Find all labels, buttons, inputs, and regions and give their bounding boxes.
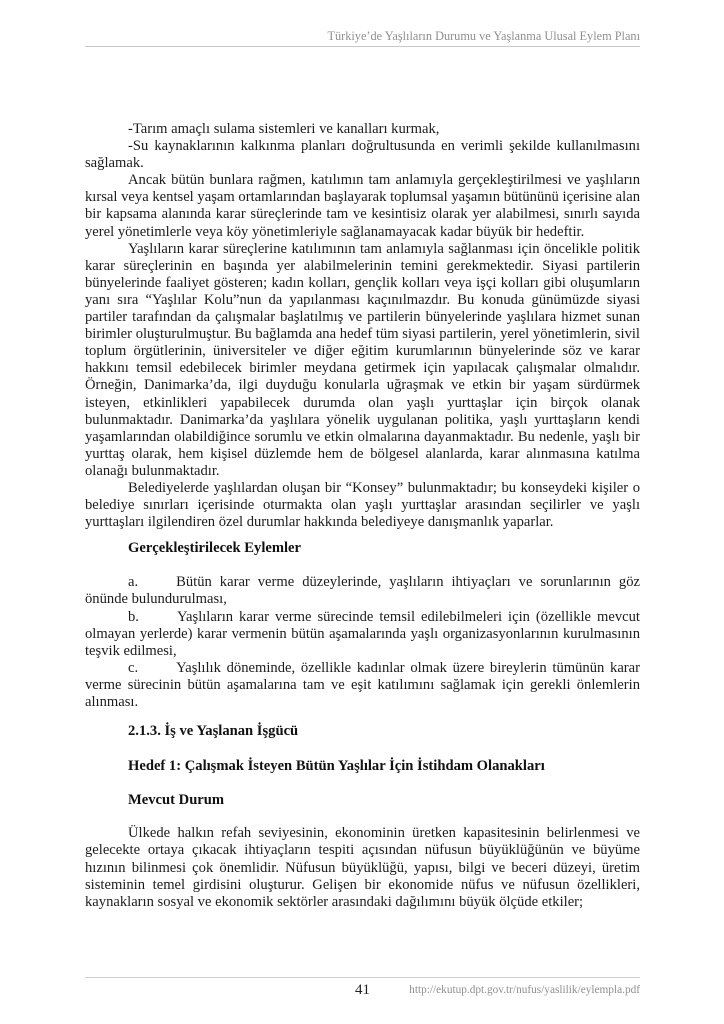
action-item-b xyxy=(85,609,640,660)
paragraph-water-resources: -Su kaynaklarının kalkınma planları doğrultusunda en verimli şekilde kullanılmasını sağlamak. xyxy=(85,138,640,172)
action-item-a xyxy=(85,574,640,608)
action-item-b-label: b. xyxy=(128,608,139,625)
paragraph-municipal-council: Belediyelerde yaşlılardan oluşan bir “Konsey” bulunmaktadır; bu konseydeki kişiler o belediye sınırları içerisinde oturmakta olan yaşlı yurttaşlar arasından seçilirler ve yaşlı yurttaşları ilgilendiren özel durumlar hakkında belediyeye danışmanlık yaparlar. xyxy=(85,479,640,531)
paragraph-participation-goal: Ancak bütün bunlara rağmen, katılımın tam anlamıyla gerçekleştirilmesi ve yaşlıların kırsal veya kentsel yaşam ortamlarından başlayarak toplumsal yaşamın bütününü içerisine alan bir kapsama alanında karar süreçlerinde tam ve kesintisiz olarak yer alabilmesi, sınırlı sayıda yerel yönetimlerle veya köy yönetimleriyle sağlanamayacak kadar büyük bir hedeftir. xyxy=(85,172,640,240)
section-heading-2-1-3: 2.1.3. İş ve Yaşlanan İşgücü xyxy=(128,723,299,740)
paragraph-irrigation: -Tarım amaçlı sulama sistemleri ve kanalları kurmak, xyxy=(128,121,440,137)
document-body xyxy=(85,121,640,911)
page-number: 41 xyxy=(355,982,370,998)
paragraph-population-economy: Ülkede halkın refah seviyesinin, ekonominin üretken kapasitesinin belirlenmesi ve gelecekte ortaya çıkacak ihtiyaçların tespiti açısından nüfusun büyüklüğünün ve büyüme hızının bilinmesi çok önemlidir. Nüfusun büyüklüğü, yapısı, bilgi ve beceri düzeyi, üretim sisteminin temel girdisini oluşturur. Gelişen bir ekonomide nüfus ve nüfusun özellikleri, kaynakların sosyal ve ekonomik sektörler arasındaki dağılımını büyük ölçüde etkiler; xyxy=(85,825,640,910)
paragraph-political-participation: Yaşlıların karar süreçlerine katılımının tam anlamıyla sağlanması için öncelikle politik karar süreçlerinin en başında yer alabilmelerinin temini gerekmektedir. Siyasi partilerin bünyelerinde faaliyet gösteren; kadın kolları, gençlik kolları veya işçi kolları gibi oluşumların yanı sıra “Yaşlılar Kolu”nun da yapılanması kaçınılmazdır. Bu konuda günümüzde siyasi partiler tarafından da çalışmalar başlatılmış ve partilerin bünyelerinde yaşlılara hizmet sunan birimler oluşturulmuştur. Bu bağlamda ana hedef tüm siyasi partilerin, yerel yönetimlerin, sivil toplum örgütlerinin, üniversiteler ve diğer eğitim kurumlarının bünyelerinde söz ve karar hakkını temsil edebilecek birimler meydana getirmek için yapılacak çalışmalar olmalıdır. Örneğin, Danimarka’da, ilgi duyduğu konularla uğraşmak ve etkin bir yaşam sürdürmek isteyen, etkinlikleri yapabilecek durumda olan yaşlı yurttaşlar için birçok olanak bulunmaktadır. Danimarka’da yaşlılara yönelik uygulanan politika, yaşlı yurttaşların kendi yaşamlarından olabildiğince sorumlu ve etkin olmalarına dayanmaktadır. Bu nedenle, yaşlı bir yurttaş olarak, hem kişisel düzlemde hem de bölgesel alanlarda, karar alınmasına katılma olanağı bulunmaktadır. xyxy=(85,240,640,479)
page-footer xyxy=(85,977,640,998)
current-status-heading: Mevcut Durum xyxy=(128,792,225,809)
actions-heading: Gerçekleştirilecek Eylemler xyxy=(128,540,302,557)
action-item-a-text: Bütün karar verme düzeylerinde, yaşlıların ihtiyaçları ve sorunlarının göz önünde bulundurulması, xyxy=(85,574,640,608)
action-item-c-label: c. xyxy=(128,659,139,676)
action-item-b-text: Yaşlıların karar verme sürecinde temsil edilebilmeleri için (özellikle mevcut olmayan yerlerde) karar vermenin bütün aşamalarında yaşlı organizasyonlarının kurulmasının teşvik edilmesi, xyxy=(85,608,640,659)
running-header xyxy=(85,29,640,47)
running-header-title: Türkiye’de Yaşlıların Durumu ve Yaşlanma Ulusal Eylem Planı xyxy=(327,29,640,43)
target-1-heading: Hedef 1: Çalışmak İsteyen Bütün Yaşlılar İçin İstihdam Olanakları xyxy=(128,758,545,775)
action-item-c xyxy=(85,660,640,711)
footer-source-url: http://ekutup.dpt.gov.tr/nufus/yaslilik/eylempla.pdf xyxy=(409,984,640,996)
action-item-a-label: a. xyxy=(128,574,139,591)
action-item-c-text: Yaşlılık döneminde, özellikle kadınlar olmak üzere bireylerin tümünün karar verme sürecinin bütün aşamalarına tam ve eşit katılımını sağlamak için gerekli önlemlerin alınması. xyxy=(85,659,640,710)
